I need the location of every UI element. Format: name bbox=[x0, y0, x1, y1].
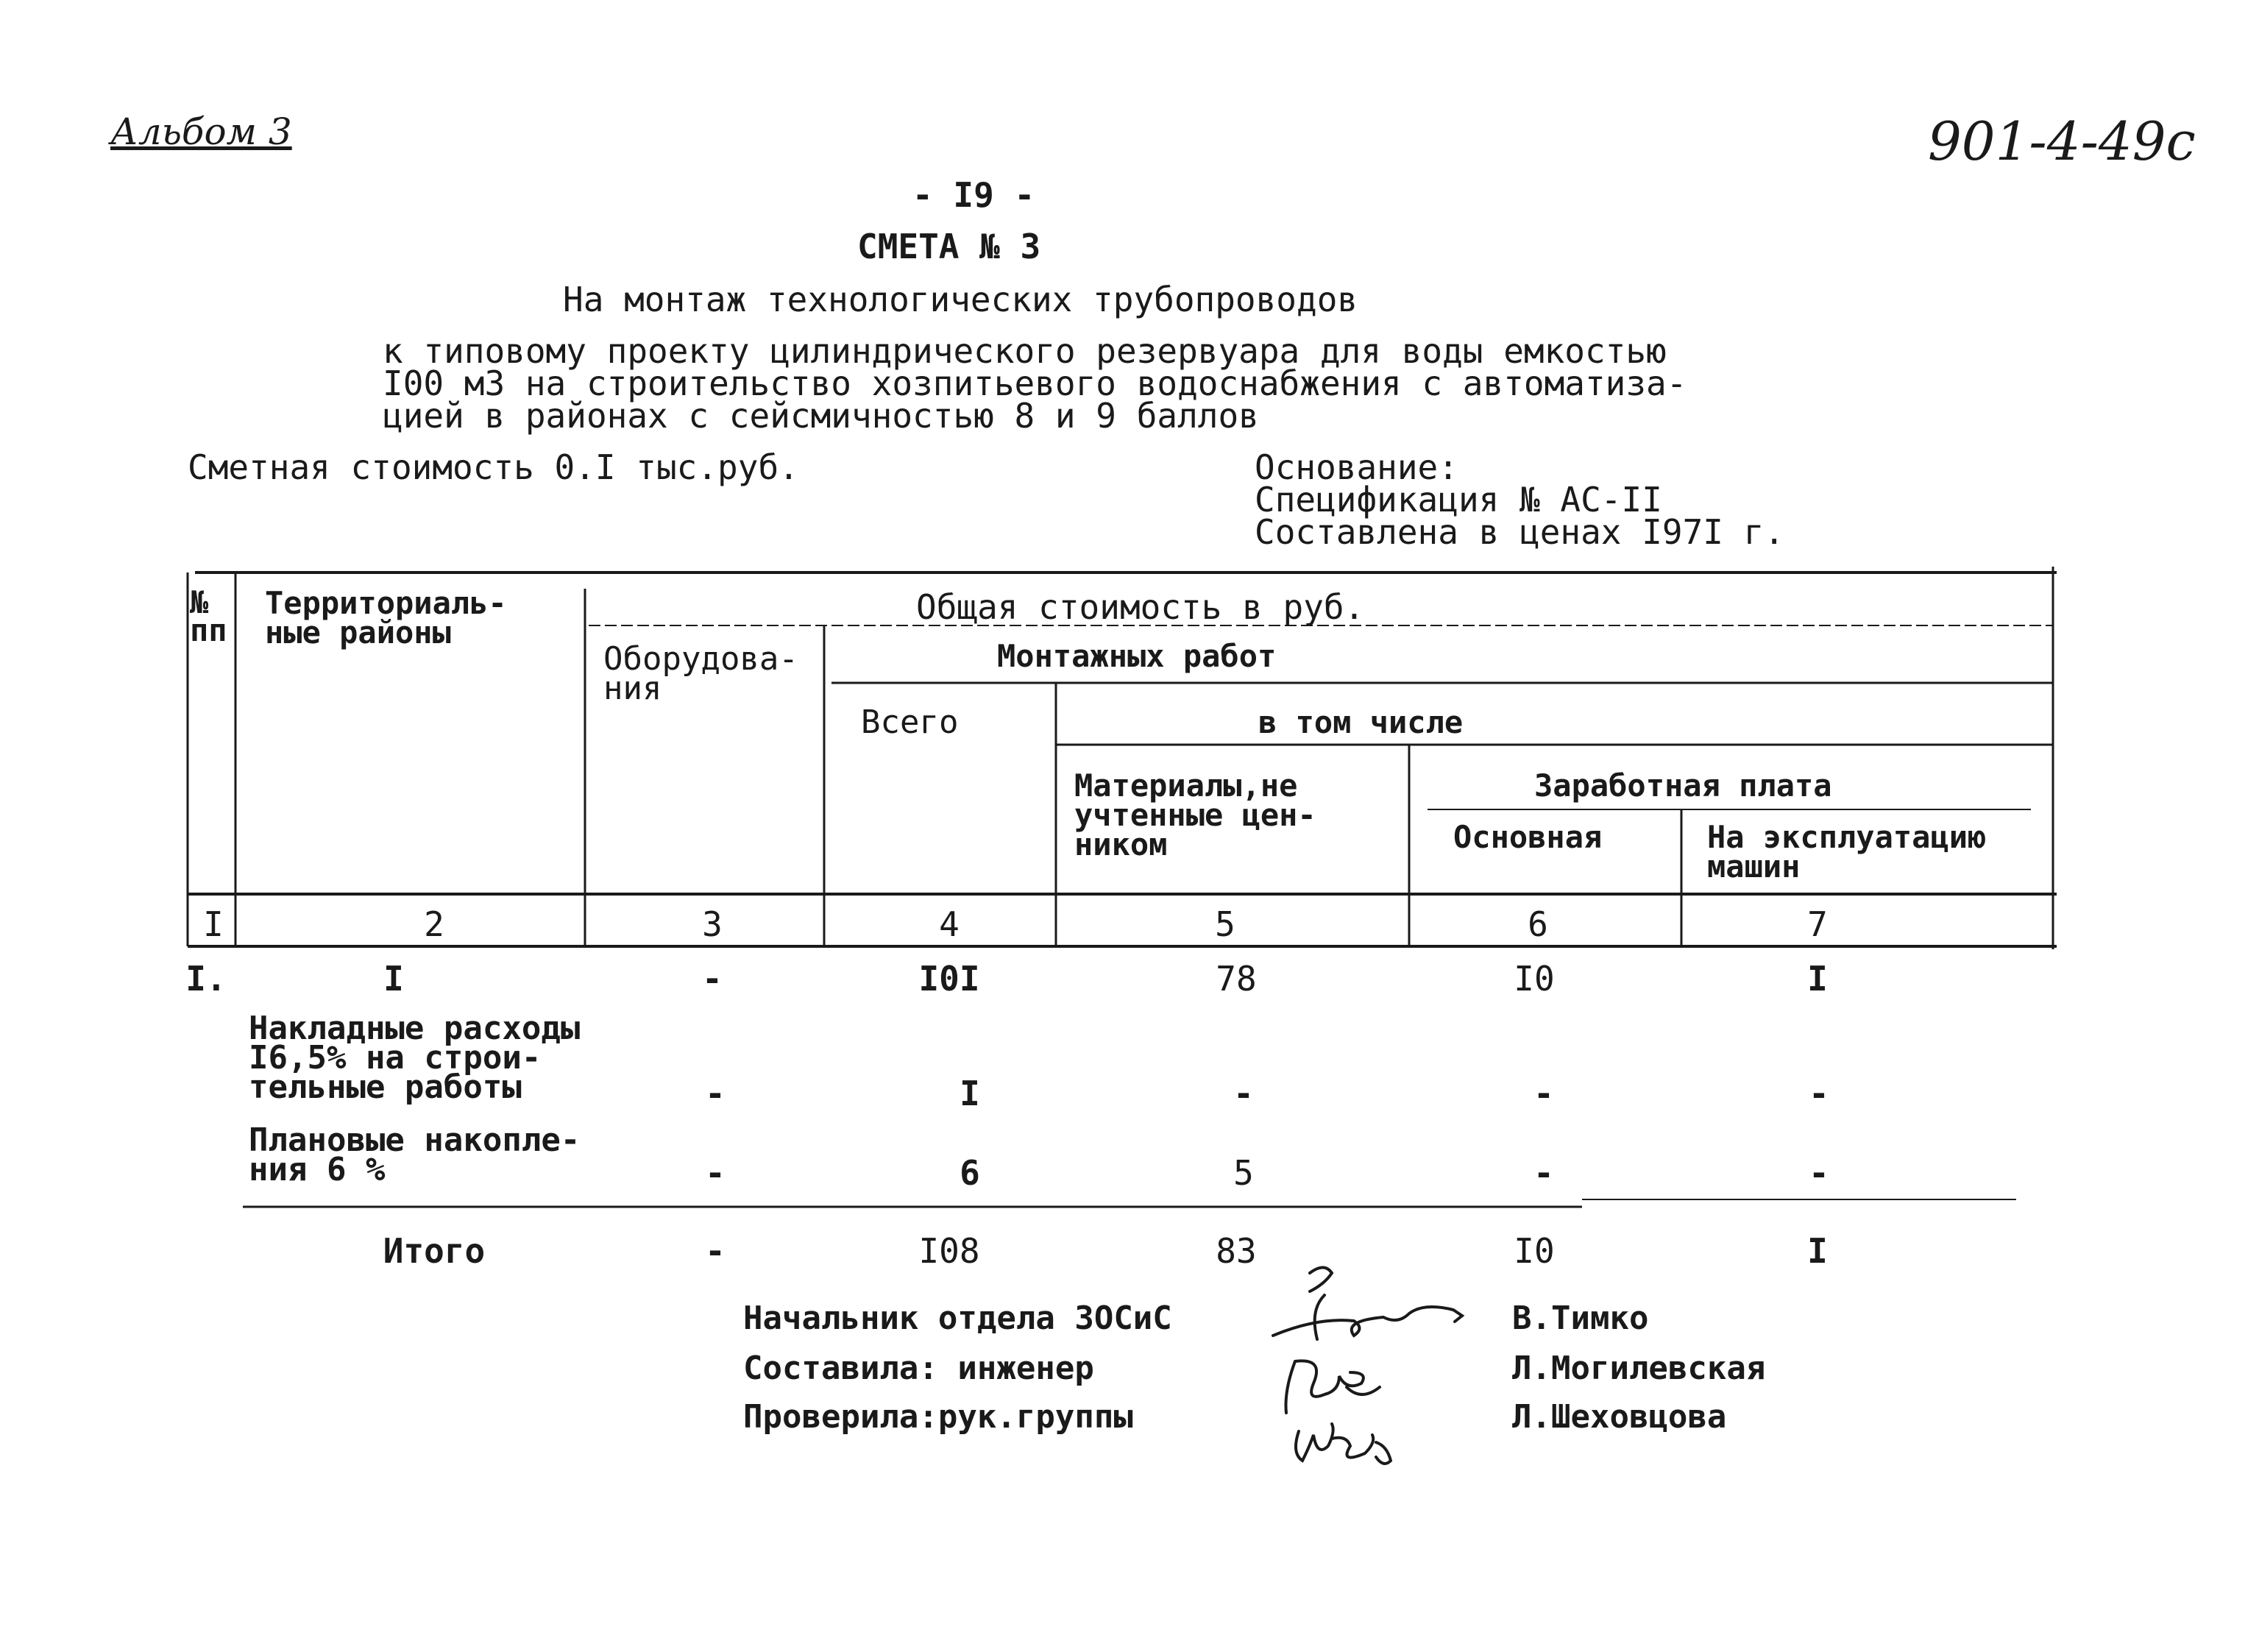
col-number-1: I bbox=[203, 904, 224, 944]
total-basic: I0 bbox=[1514, 1231, 1555, 1271]
row3-machines: - bbox=[1809, 1153, 1829, 1193]
col-number-5: 5 bbox=[1215, 904, 1235, 944]
signature-position-2: Составила: инженер bbox=[743, 1350, 1094, 1387]
description-line-3: цией в районах с сейсмичностью 8 и 9 баллов bbox=[383, 396, 1259, 436]
row1-label: I bbox=[383, 959, 404, 999]
estimate-title: СМЕТА № 3 bbox=[857, 227, 1041, 266]
header-total-cost: Общая стоимость в руб. bbox=[916, 587, 1365, 627]
header-wages: Заработная плата bbox=[1534, 767, 1832, 804]
signature-position-1: Начальник отдела ЗОСиС bbox=[743, 1300, 1172, 1337]
col-number-4: 4 bbox=[939, 904, 960, 944]
header-basic: Основная bbox=[1453, 819, 1603, 855]
estimate-subtitle: На монтаж технологических трубопроводов bbox=[563, 280, 1358, 319]
row1-all: I0I bbox=[918, 959, 980, 999]
col-number-2: 2 bbox=[424, 904, 444, 944]
row2-all: I bbox=[960, 1074, 980, 1113]
row1-materials: 78 bbox=[1216, 959, 1257, 999]
header-materials: Материалы,не учтенные цен- ником bbox=[1074, 767, 1316, 862]
header-including: в том числе bbox=[1258, 704, 1464, 740]
description-line-1: к типовому проекту цилиндрического резервуара для воды емкостью bbox=[383, 331, 1667, 371]
page-number: - I9 - bbox=[912, 175, 1035, 215]
row1-machines: I bbox=[1807, 959, 1828, 999]
header-no: № пп bbox=[190, 584, 227, 648]
row3-equipment: - bbox=[705, 1153, 726, 1193]
description-line-2: I00 м3 на строительство хозпитьевого водоснабжения с автоматиза- bbox=[383, 364, 1687, 403]
estimated-cost: Сметная стоимость 0.I тыс.руб. bbox=[188, 447, 799, 487]
header-installation: Монтажных работ bbox=[997, 638, 1277, 674]
header-machines: На эксплуатацию машин bbox=[1707, 819, 1987, 885]
signature-name-1: В.Тимко bbox=[1512, 1300, 1649, 1337]
signature-position-3: Проверила:рук.группы bbox=[743, 1398, 1133, 1436]
row1-basic: I0 bbox=[1514, 959, 1555, 999]
row2-equipment: - bbox=[705, 1074, 726, 1113]
row2-label: Накладные расходы I6,5% на строи- тельные работы bbox=[249, 1010, 581, 1106]
signature-name-3: Л.Шеховцова bbox=[1512, 1398, 1727, 1436]
row3-all: 6 bbox=[960, 1153, 980, 1193]
col-number-6: 6 bbox=[1528, 904, 1548, 944]
signature-name-2: Л.Могилевская bbox=[1512, 1350, 1766, 1387]
album-label: Альбом 3 bbox=[110, 110, 292, 153]
col-number-7: 7 bbox=[1807, 904, 1828, 944]
basis-prices: Составлена в ценах I97I г. bbox=[1255, 512, 1785, 552]
total-all: I08 bbox=[918, 1231, 980, 1271]
document-code: 901-4-49с bbox=[1928, 110, 2196, 172]
total-equipment: - bbox=[705, 1231, 726, 1271]
header-equipment: Оборудова- ния bbox=[603, 640, 798, 707]
total-label: Итого bbox=[383, 1231, 486, 1271]
row3-materials: 5 bbox=[1233, 1153, 1254, 1193]
header-all: Всего bbox=[861, 703, 959, 741]
basis-label: Основание: bbox=[1255, 447, 1458, 487]
row2-machines: - bbox=[1809, 1074, 1829, 1113]
basis-spec: Спецификация № АС-II bbox=[1255, 480, 1662, 520]
total-materials: 83 bbox=[1216, 1231, 1257, 1271]
row2-basic: - bbox=[1533, 1074, 1554, 1113]
row2-materials: - bbox=[1233, 1074, 1254, 1113]
row3-basic: - bbox=[1533, 1153, 1554, 1193]
header-region: Территориаль- ные районы bbox=[265, 585, 507, 650]
row1-equipment: - bbox=[702, 959, 723, 999]
row1-no: I. bbox=[185, 959, 227, 999]
row3-label: Плановые накопле- ния 6 % bbox=[249, 1121, 581, 1188]
col-number-3: 3 bbox=[702, 904, 723, 944]
total-machines: I bbox=[1807, 1231, 1828, 1271]
